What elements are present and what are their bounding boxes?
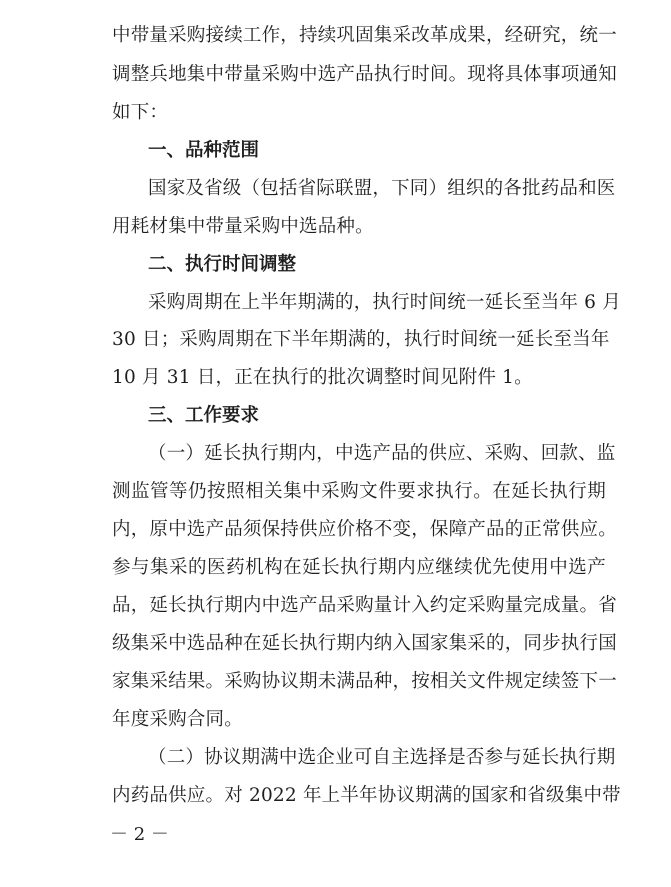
body-text-line: 用耗材集中带量采购中选品种。 xyxy=(112,216,374,237)
body-text-line: 测监管等仍按照相关集中采购文件要求执行。在延长执行期 xyxy=(112,481,606,502)
section-heading-variety-scope: 一、品种范围 xyxy=(148,140,260,161)
body-text-line: 级集采中选品种在延长执行期内纳入国家集采的，同步执行国 xyxy=(112,633,617,654)
body-text-line: 采购周期在上半年期满的，执行时间统一延长至当年 6 月 xyxy=(148,292,621,313)
body-text-line: （一）延长执行期内，中选产品的供应、采购、回款、监 xyxy=(148,443,616,464)
body-text-line: 年度采购合同。 xyxy=(112,709,243,730)
body-text-line: 内药品供应。对 2022 年上半年协议期满的国家和省级集中带 xyxy=(112,785,621,806)
body-text-line: 内，原中选产品须保持供应价格不变，保障产品的正常供应。 xyxy=(112,519,617,540)
body-text-line: 参与集采的医药机构在延长执行期内应继续优先使用中选产 xyxy=(112,557,606,578)
body-text-line: （二）协议期满中选企业可自主选择是否参与延长执行期 xyxy=(148,747,616,768)
body-text-line: 国家及省级（包括省际联盟，下同）组织的各批药品和医 xyxy=(148,178,616,199)
body-text-line: 如下： xyxy=(112,102,169,123)
body-text-line: 30 日；采购周期在下半年期满的，执行时间统一延长至当年 xyxy=(112,329,610,350)
body-text-line: 10 月 31 日，正在执行的批次调整时间见附件 1。 xyxy=(112,367,533,388)
body-text-line: 家集采结果。采购协议期未满品种，按相关文件规定续签下一 xyxy=(112,671,617,692)
body-text-line: 中带量采购接续工作，持续巩固集采改革成果，经研究，统一 xyxy=(112,25,617,46)
page-number: － 2 － xyxy=(110,824,169,845)
section-heading-execution-time: 二、执行时间调整 xyxy=(148,254,297,275)
body-text-line: 调整兵地集中带量采购中选产品执行时间。现将具体事项通知 xyxy=(112,64,617,85)
section-heading-work-requirements: 三、工作要求 xyxy=(148,405,260,426)
body-text-line: 品，延长执行期内中选产品采购量计入约定采购量完成量。省 xyxy=(112,595,617,616)
